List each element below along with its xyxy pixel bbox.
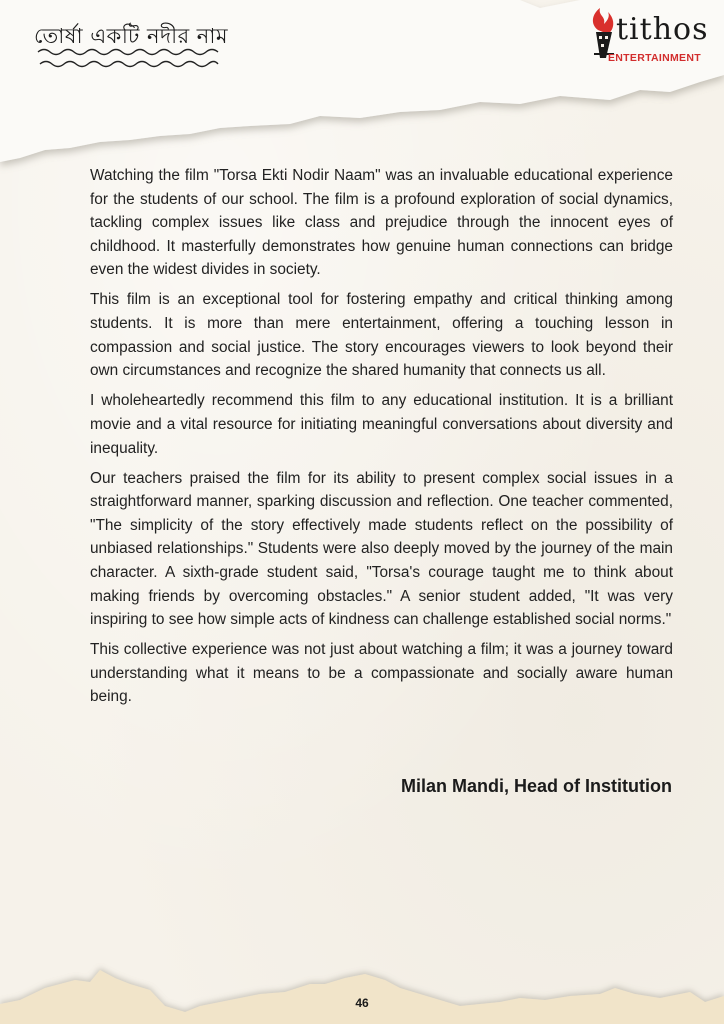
header-title-bengali: তোর্ষা একটি নদীর নাম (34, 24, 229, 48)
paragraph: Watching the film "Torsa Ekti Nodir Naam" was an invaluable educational experience for the students of our school. The film is a profound exploration of social dynamics, tackling complex issues like class and prejudice through the innocent eyes of childhood. It masterfully demonstrates how genuine human connections can bridge even the widest divides in society. (90, 167, 673, 279)
article-body (90, 164, 673, 716)
logo-subtitle: ENTERTAINMENT (608, 52, 701, 64)
paragraph: I wholeheartedly recommend this film to any educational institution. It is a brilliant movie and a vital resource for initiating meaningful conversations about diversity and inequality. (90, 392, 673, 457)
logo-wordmark: tithos (616, 12, 709, 47)
paragraph: This film is an exceptional tool for fostering empathy and critical thinking among students. It is more than mere entertainment, offering a touching lesson in compassion and social justice. The story encourages viewers to look beyond their own circumstances and recognize the shared humanity that connects us all. (90, 291, 673, 380)
tithos-entertainment-logo (588, 8, 708, 68)
signature: Milan Mandi, Head of Institution (401, 776, 672, 796)
page-number: 46 (355, 996, 369, 1010)
paragraph: Our teachers praised the film for its ability to present complex social issues in a straightforward manner, sparking discussion and reflection. One teacher commented, "The simplicity of the story effectively made students reflect on the possibility of unbiased relationships." Students were also deeply moved by the journey of the main character. A sixth-grade student said, "Torsa's courage taught me to think about making friends by overcoming obstacles." A senior student added, "It was very inspiring to see how simple acts of kindness can challenge established social norms." (90, 469, 673, 629)
paragraph: This collective experience was not just about watching a film; it was a journey toward understanding what it means to be a compassionate and socially aware human being. (90, 641, 673, 706)
decorative-squiggle-lines (36, 46, 226, 74)
torn-paper-footer (0, 944, 724, 1024)
